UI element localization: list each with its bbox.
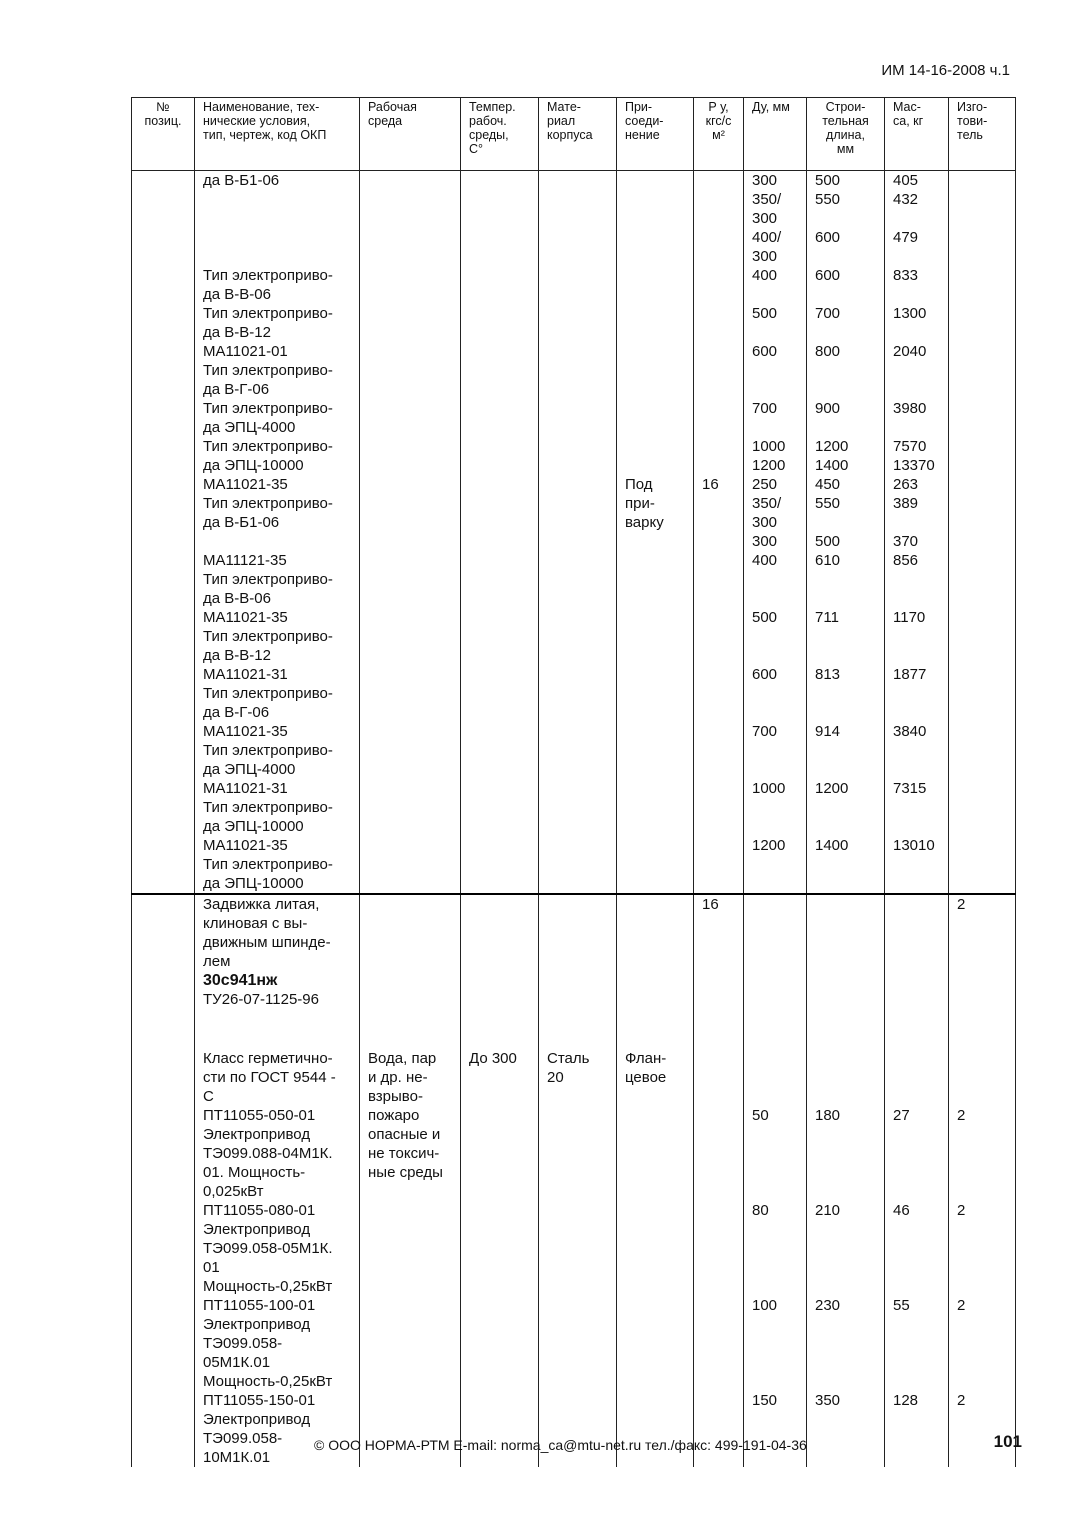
material-cell — [539, 475, 617, 551]
material-cell — [539, 608, 617, 665]
name-cell: МА11021-35 Тип электроприво- да ЭПЦ-10000 — [195, 836, 360, 894]
manufacturer-cell — [949, 665, 1016, 722]
mass-cell — [885, 894, 949, 1049]
material-cell — [539, 399, 617, 437]
nominal-diameter-cell: 500 — [744, 608, 807, 665]
mass-cell: 128 — [885, 1391, 949, 1467]
manufacturer-cell — [949, 266, 1016, 304]
length-cell: 700 — [807, 304, 885, 342]
manufacturer-cell: 2 — [949, 1106, 1016, 1201]
temperature-cell — [461, 266, 539, 304]
temperature-cell: До 300 — [461, 1049, 539, 1467]
position-cell — [132, 894, 195, 1467]
pressure-cell — [694, 665, 744, 722]
col-connection: При- соеди- нение — [617, 98, 694, 171]
temperature-cell — [461, 437, 539, 475]
length-cell: 900 — [807, 399, 885, 437]
table-row — [132, 608, 1016, 665]
manufacturer-cell — [949, 1049, 1016, 1106]
col-pressure: Р у, кгс/с м² — [694, 98, 744, 171]
temperature-cell — [461, 608, 539, 665]
manufacturer-cell — [949, 475, 1016, 551]
nominal-diameter-cell: 300 350/ 300 400/ 300 — [744, 171, 807, 267]
temperature-cell — [461, 171, 539, 267]
material-cell — [539, 551, 617, 608]
valve-tu: ТУ26-07-1125-96 — [203, 991, 319, 1008]
valve-model: 30с941нж — [203, 972, 278, 989]
medium-cell — [360, 304, 461, 342]
manufacturer-cell — [949, 608, 1016, 665]
length-cell: 914 — [807, 722, 885, 779]
material-cell — [539, 342, 617, 399]
length-cell — [807, 894, 885, 1049]
position-cell — [132, 342, 195, 399]
nominal-diameter-cell: 700 — [744, 399, 807, 437]
medium-cell — [360, 342, 461, 399]
col-material: Мате- риал корпуса — [539, 98, 617, 171]
mass-cell: 7315 — [885, 779, 949, 836]
mass-cell: 856 — [885, 551, 949, 608]
temperature-cell — [461, 779, 539, 836]
temperature-cell — [461, 551, 539, 608]
valve-description: Задвижка литая, клиновая с вы- движным шпинде- лем — [203, 896, 331, 970]
footer-text: ООО НОРМА-РТМ E-mail: norma_ca@mtu-net.ru тел./факс: 499-191-04-36 — [328, 1437, 807, 1453]
manufacturer-cell — [949, 304, 1016, 342]
temperature-cell — [461, 342, 539, 399]
position-cell — [132, 437, 195, 475]
position-cell — [132, 722, 195, 779]
medium-cell — [360, 551, 461, 608]
name-cell: МА11021-35 Тип электроприво- да В-Б1-06 — [195, 475, 360, 551]
table-row — [132, 665, 1016, 722]
nominal-diameter-cell — [744, 1049, 807, 1106]
mass-cell: 833 — [885, 266, 949, 304]
medium-cell — [360, 779, 461, 836]
length-cell: 711 — [807, 608, 885, 665]
nominal-diameter-cell: 100 — [744, 1296, 807, 1391]
name-cell: ПТ11055-050-01 Электропривод ТЭ099.088-04М1К. 01. Мощность- 0,025кВт — [195, 1106, 360, 1201]
table-row — [132, 836, 1016, 894]
name-cell: Тип электроприво- да ЭПЦ-4000 — [195, 399, 360, 437]
mass-cell: 405 432 479 — [885, 171, 949, 267]
manufacturer-cell — [949, 722, 1016, 779]
table-row — [132, 399, 1016, 437]
length-cell: 210 — [807, 1201, 885, 1296]
table-row — [132, 342, 1016, 399]
pressure-cell — [694, 342, 744, 399]
mass-cell: 1170 — [885, 608, 949, 665]
document-code: ИМ 14-16-2008 ч.1 — [881, 62, 1010, 79]
position-cell — [132, 665, 195, 722]
table-row — [132, 779, 1016, 836]
nominal-diameter-cell: 250 350/ 300 300 — [744, 475, 807, 551]
position-cell — [132, 171, 195, 267]
pressure-cell: 16 — [694, 894, 744, 1467]
material-cell — [539, 304, 617, 342]
nominal-diameter-cell — [744, 894, 807, 1049]
connection-cell — [617, 665, 694, 722]
pressure-cell — [694, 266, 744, 304]
name-cell: МА11021-31 Тип электроприво- да ЭПЦ-10000 — [195, 779, 360, 836]
connection-cell — [617, 342, 694, 399]
name-cell: Тип электроприво- да В-В-06 — [195, 266, 360, 304]
position-cell — [132, 779, 195, 836]
name-cell: МА11021-35 Тип электроприво- да В-В-12 — [195, 608, 360, 665]
table-header — [132, 98, 1016, 171]
pressure-cell — [694, 608, 744, 665]
length-cell — [807, 1049, 885, 1106]
temperature-cell — [461, 399, 539, 437]
medium-cell — [360, 266, 461, 304]
length-cell: 1200 — [807, 779, 885, 836]
medium-cell — [360, 475, 461, 551]
connection-cell — [617, 836, 694, 894]
table-row — [132, 894, 1016, 1049]
material-cell — [539, 894, 617, 1049]
temperature-cell — [461, 894, 539, 1049]
medium-cell — [360, 894, 461, 1049]
pressure-cell — [694, 779, 744, 836]
manufacturer-cell: 2 — [949, 894, 1016, 1049]
mass-cell: 46 — [885, 1201, 949, 1296]
nominal-diameter-cell: 50 — [744, 1106, 807, 1201]
temperature-cell — [461, 665, 539, 722]
nominal-diameter-cell: 1000 1200 — [744, 437, 807, 475]
medium-cell — [360, 722, 461, 779]
length-cell: 813 — [807, 665, 885, 722]
length-cell: 600 — [807, 266, 885, 304]
col-medium: Рабочая среда — [360, 98, 461, 171]
col-manufacturer: Изго- тови- тель — [949, 98, 1016, 171]
position-cell — [132, 266, 195, 304]
nominal-diameter-cell: 700 — [744, 722, 807, 779]
material-cell — [539, 836, 617, 894]
length-cell: 1400 — [807, 836, 885, 894]
temperature-cell — [461, 475, 539, 551]
name-cell: да В-Б1-06 — [195, 171, 360, 267]
material-cell — [539, 266, 617, 304]
col-position: № позиц. — [132, 98, 195, 171]
name-cell: ПТ11055-150-01 Электропривод ТЭ099.058- 10М1К.01 — [195, 1391, 360, 1467]
length-cell: 230 — [807, 1296, 885, 1391]
connection-cell — [617, 304, 694, 342]
manufacturer-cell — [949, 551, 1016, 608]
medium-cell — [360, 836, 461, 894]
temperature-cell — [461, 722, 539, 779]
position-cell — [132, 551, 195, 608]
table-row — [132, 171, 1016, 267]
nominal-diameter-cell: 500 — [744, 304, 807, 342]
mass-cell: 2040 — [885, 342, 949, 399]
mass-cell: 13010 — [885, 836, 949, 894]
temperature-cell — [461, 836, 539, 894]
table-row — [132, 1049, 1016, 1106]
mass-cell: 3840 — [885, 722, 949, 779]
medium-cell — [360, 399, 461, 437]
connection-cell — [617, 894, 694, 1049]
position-cell — [132, 475, 195, 551]
medium-cell — [360, 171, 461, 267]
connection-cell — [617, 437, 694, 475]
length-cell: 610 — [807, 551, 885, 608]
nominal-diameter-cell: 600 — [744, 342, 807, 399]
mass-cell: 55 — [885, 1296, 949, 1391]
position-cell — [132, 399, 195, 437]
mass-cell — [885, 1049, 949, 1106]
copyright-icon: © — [314, 1437, 325, 1453]
mass-cell: 27 — [885, 1106, 949, 1201]
class-cell: Класс герметично- сти по ГОСТ 9544 - С — [195, 1049, 360, 1106]
length-cell: 500 550 600 — [807, 171, 885, 267]
table-row — [132, 437, 1016, 475]
pressure-cell — [694, 304, 744, 342]
pressure-cell — [694, 551, 744, 608]
length-cell: 800 — [807, 342, 885, 399]
mass-cell: 3980 — [885, 399, 949, 437]
name-cell: ПТ11055-080-01 Электропривод ТЭ099.058-05М1К. 01 Мощность-0,25кВт — [195, 1201, 360, 1296]
medium-cell: Вода, пар и др. не- взрыво- пожаро опасные и не токсич- ные среды — [360, 1049, 461, 1467]
medium-cell — [360, 437, 461, 475]
footer — [314, 1437, 807, 1453]
col-nominal-diameter: Ду, мм — [744, 98, 807, 171]
connection-cell: Под при- варку — [617, 475, 694, 551]
name-cell: МА11021-01 Тип электроприво- да В-Г-06 — [195, 342, 360, 399]
name-cell — [195, 894, 360, 1049]
manufacturer-cell — [949, 779, 1016, 836]
page-number: 101 — [993, 1432, 1022, 1451]
nominal-diameter-cell: 400 — [744, 266, 807, 304]
table-row — [132, 722, 1016, 779]
material-cell — [539, 171, 617, 267]
manufacturer-cell: 2 — [949, 1391, 1016, 1467]
col-mass: Мас- са, кг — [885, 98, 949, 171]
manufacturer-cell: 2 — [949, 1296, 1016, 1391]
table-row — [132, 551, 1016, 608]
manufacturer-cell — [949, 399, 1016, 437]
length-cell: 350 — [807, 1391, 885, 1467]
col-length: Строи- тельная длина, мм — [807, 98, 885, 171]
name-cell: МА11021-31 Тип электроприво- да В-Г-06 — [195, 665, 360, 722]
nominal-diameter-cell: 1000 — [744, 779, 807, 836]
col-name: Наименование, тех- нические условия, тип, чертеж, код ОКП — [195, 98, 360, 171]
connection-cell — [617, 551, 694, 608]
length-cell: 1200 1400 — [807, 437, 885, 475]
length-cell: 180 — [807, 1106, 885, 1201]
specification-table — [131, 97, 1016, 1467]
manufacturer-cell: 2 — [949, 1201, 1016, 1296]
manufacturer-cell — [949, 171, 1016, 267]
connection-cell — [617, 779, 694, 836]
length-cell: 450 550 500 — [807, 475, 885, 551]
connection-cell: Флан- цевое — [617, 1049, 694, 1467]
pressure-cell — [694, 836, 744, 894]
name-cell: МА11021-35 Тип электроприво- да ЭПЦ-4000 — [195, 722, 360, 779]
nominal-diameter-cell: 1200 — [744, 836, 807, 894]
pressure-cell — [694, 171, 744, 267]
table-row — [132, 304, 1016, 342]
pressure-cell — [694, 437, 744, 475]
connection-cell — [617, 722, 694, 779]
temperature-cell — [461, 304, 539, 342]
manufacturer-cell — [949, 437, 1016, 475]
manufacturer-cell — [949, 342, 1016, 399]
medium-cell — [360, 608, 461, 665]
material-cell — [539, 665, 617, 722]
name-cell: МА11121-35 Тип электроприво- да В-В-06 — [195, 551, 360, 608]
connection-cell — [617, 608, 694, 665]
nominal-diameter-cell: 400 — [744, 551, 807, 608]
mass-cell: 7570 13370 — [885, 437, 949, 475]
material-cell — [539, 779, 617, 836]
name-cell: ПТ11055-100-01 Электропривод ТЭ099.058- 05М1К.01 Мощность-0,25кВт — [195, 1296, 360, 1391]
mass-cell: 263 389 370 — [885, 475, 949, 551]
name-cell: Тип электроприво- да В-В-12 — [195, 304, 360, 342]
mass-cell: 1300 — [885, 304, 949, 342]
position-cell — [132, 836, 195, 894]
pressure-cell: 16 — [694, 475, 744, 551]
material-cell — [539, 437, 617, 475]
nominal-diameter-cell: 600 — [744, 665, 807, 722]
col-temperature: Темпер. рабоч. среды, С° — [461, 98, 539, 171]
name-cell: Тип электроприво- да ЭПЦ-10000 — [195, 437, 360, 475]
connection-cell — [617, 266, 694, 304]
pressure-cell — [694, 399, 744, 437]
nominal-diameter-cell: 150 — [744, 1391, 807, 1467]
material-cell — [539, 722, 617, 779]
table-row — [132, 475, 1016, 551]
mass-cell: 1877 — [885, 665, 949, 722]
manufacturer-cell — [949, 836, 1016, 894]
pressure-cell — [694, 722, 744, 779]
connection-cell — [617, 171, 694, 267]
connection-cell — [617, 399, 694, 437]
material-cell: Сталь 20 — [539, 1049, 617, 1467]
position-cell — [132, 608, 195, 665]
table-row — [132, 266, 1016, 304]
position-cell — [132, 304, 195, 342]
nominal-diameter-cell: 80 — [744, 1201, 807, 1296]
medium-cell — [360, 665, 461, 722]
